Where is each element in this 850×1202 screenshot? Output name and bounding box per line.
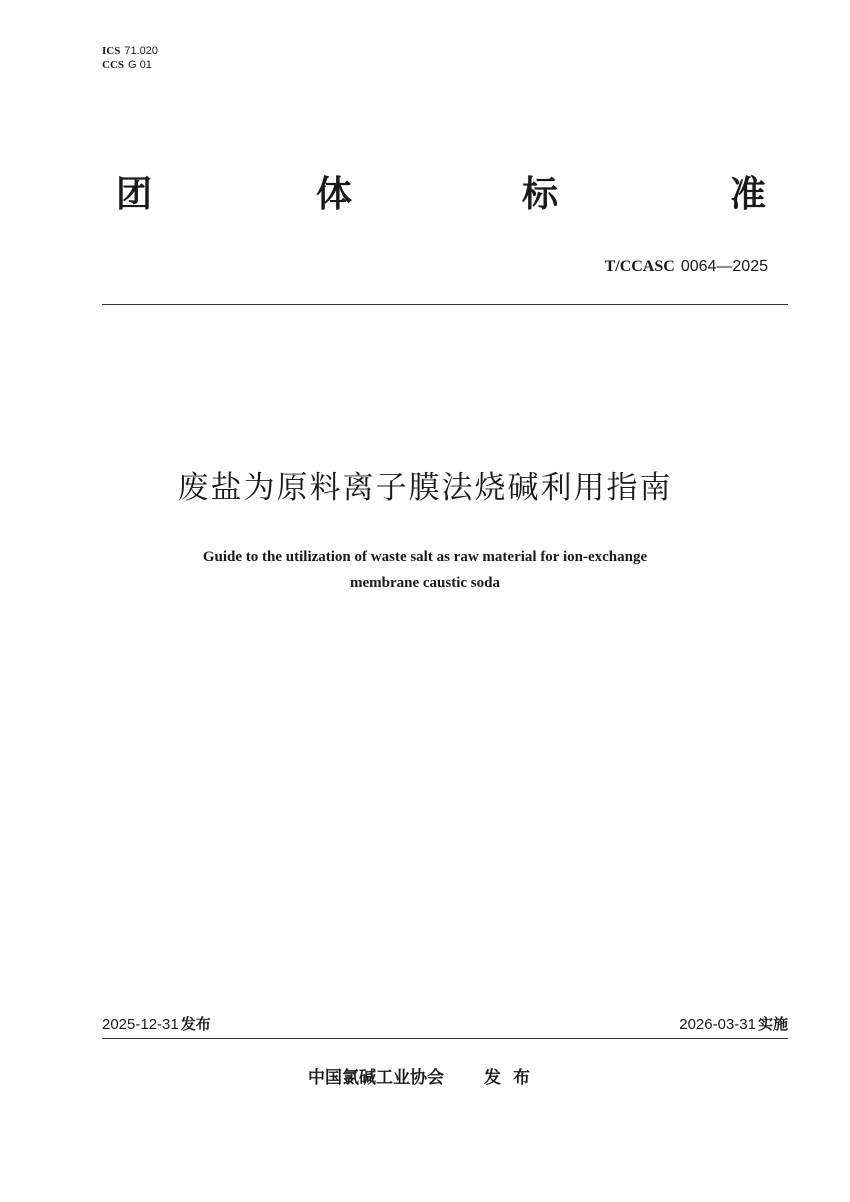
footer-divider	[102, 1038, 788, 1039]
publisher	[0, 1066, 850, 1090]
header-divider	[102, 304, 788, 305]
implement-date-value: 2026-03-31	[679, 1016, 756, 1033]
standard-number-prefix: T/CCASC	[604, 258, 675, 275]
ics-code	[102, 44, 158, 58]
publish-date	[102, 1014, 211, 1035]
standard-type-heading	[116, 170, 776, 220]
implement-date-label: 实施	[757, 1015, 788, 1033]
publish-date-label: 发布	[180, 1015, 211, 1033]
ccs-label: CCS	[102, 59, 125, 71]
chinese-title: 废盐为原料离子膜法烧碱利用指南	[177, 470, 673, 506]
english-title	[0, 544, 850, 596]
ics-label: ICS	[102, 45, 121, 57]
standard-type-char-4: 准	[730, 174, 767, 215]
standard-type-char-1: 团	[116, 174, 153, 215]
ics-value: 71.020	[124, 45, 158, 57]
classification-codes	[102, 44, 158, 72]
publish-date-value: 2025-12-31	[102, 1016, 179, 1033]
standard-type-char-2: 体	[316, 174, 353, 215]
ccs-value: G 01	[128, 59, 152, 71]
publisher-name: 中国氯碱工业协会	[308, 1068, 444, 1088]
standard-number-code: 0064—2025	[680, 258, 768, 275]
english-title-line-1: Guide to the utilization of waste salt as raw material for ion-exchange	[202, 549, 648, 565]
standard-number	[605, 256, 768, 277]
standard-type-char-3: 标	[522, 174, 559, 215]
english-title-line-2: membrane caustic soda	[350, 575, 500, 591]
publisher-verb: 发布	[484, 1068, 542, 1088]
ccs-code	[102, 58, 158, 72]
implement-date	[679, 1014, 788, 1035]
